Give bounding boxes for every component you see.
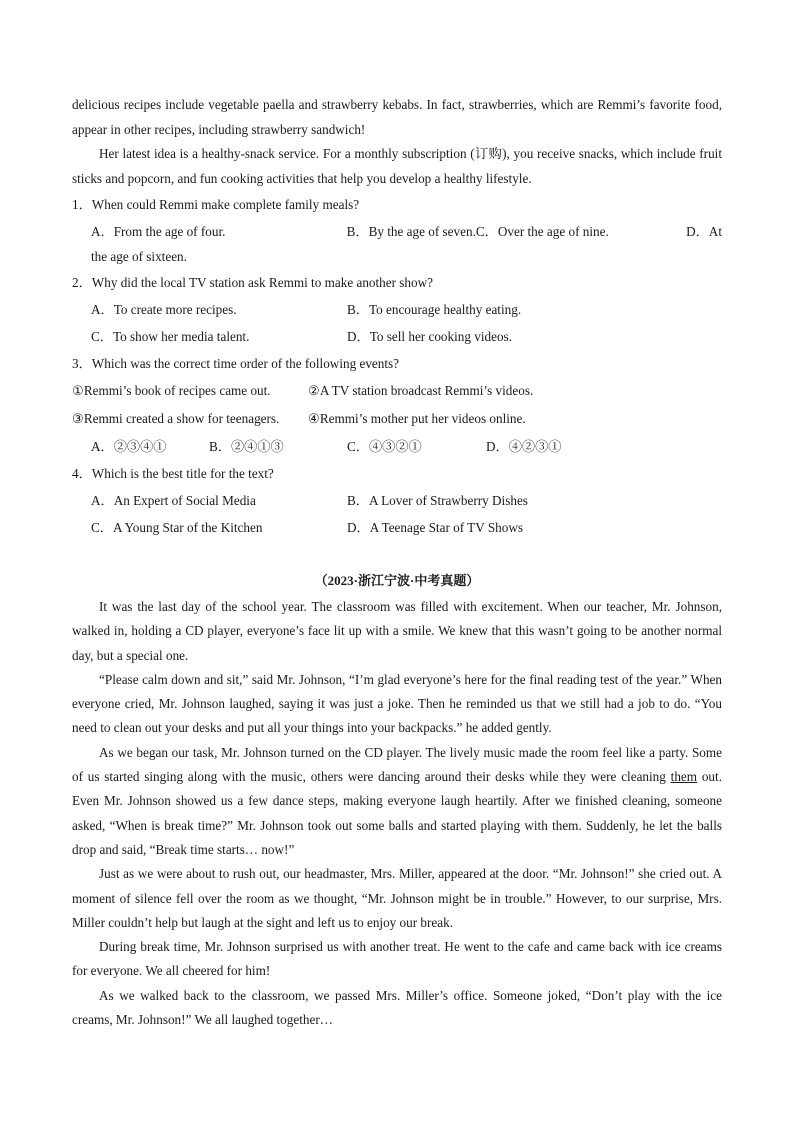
q1-option-b-c[interactable]: B．By the age of seven.C．Over the age of nine.: [346, 224, 609, 239]
question-4-options-row-2: [72, 514, 722, 541]
q1-option-d-continued: the age of sixteen.: [91, 249, 187, 264]
passage-paragraph-2: “Please calm down and sit,” said Mr. Johnson, “I’m glad everyone’s here for the final reading test of the year.” When everyone cried, Mr. Johnson laughed, saying it was just a joke. Then he reminded us that we still had a job to do. “You need to clean out your desks and put all your things into your backpacks.” he added gently.: [72, 671, 722, 736]
q2-option-d[interactable]: D．To sell her cooking videos.: [347, 329, 512, 344]
p3-text-before: As we began our task, Mr. Johnson turned on the CD player. The lively music made the room feel like a party. Some of us started singing along with the music, others were dancing around their desks while they were cleaning: [72, 744, 722, 785]
q4-option-d[interactable]: D．A Teenage Star of TV Shows: [347, 520, 523, 535]
underlined-word-them: them: [670, 769, 698, 785]
q3-event-2: ②A TV station broadcast Remmi’s videos.: [308, 383, 534, 398]
q3-event-4: ④Remmi’s mother put her videos online.: [308, 411, 526, 426]
q1-option-a[interactable]: A．From the age of four.: [91, 224, 226, 239]
passage-source-title: （2023·浙江宁波·中考真题）: [314, 573, 480, 588]
question-4: 4．Which is the best title for the text?: [72, 466, 274, 481]
q3-option-d[interactable]: D．④②③①: [486, 439, 562, 454]
passage-paragraph-6: As we walked back to the classroom, we passed Mrs. Miller’s office. Someone joked, “Don’t play with the ice creams, Mr. Johnson!” We all laughed together…: [72, 987, 722, 1028]
passage-paragraph-4: Just as we were about to rush out, our headmaster, Mrs. Miller, appeared at the door. “Mr. Johnson!” she cried out. A moment of silence fell over the room as we thought, “Mr. Johnson might be in trouble.” However, to our surprise, Mrs. Miller couldn’t help but laugh at the sight and left us to enjoy our break.: [72, 866, 722, 930]
intro-paragraph-2: Her latest idea is a healthy-snack service. For a monthly subscription (订购), you receive snacks, which include fruit sticks and popcorn, and fun cooking activities that help you develop a healthy lifestyle.: [72, 146, 722, 186]
q2-option-a[interactable]: A．To create more recipes.: [91, 302, 237, 317]
q3-option-b[interactable]: B．②④①③: [209, 439, 284, 454]
q3-event-1: ①Remmi’s book of recipes came out.: [72, 383, 271, 398]
question-2-options-row-1: [72, 296, 722, 323]
question-4-options-row-1: [72, 487, 722, 514]
q3-events-row-1: [72, 377, 722, 405]
question-1-options: [72, 218, 722, 245]
q3-option-c[interactable]: C．④③②①: [347, 439, 422, 454]
question-2-options-row-2: [72, 323, 722, 350]
document-page: [72, 93, 722, 1032]
passage-paragraph-3: [72, 741, 722, 862]
q1-option-d[interactable]: D．At: [686, 224, 722, 239]
passage-paragraph-5: During break time, Mr. Johnson surprised us with another treat. He went to the cafe and came back with ice creams for everyone. We all cheered for him!: [72, 939, 722, 979]
q4-option-c[interactable]: C．A Young Star of the Kitchen: [91, 520, 263, 535]
question-1: 1．When could Remmi make complete family meals?: [72, 197, 360, 212]
q3-option-a[interactable]: A．②③④①: [91, 439, 167, 454]
reading-passage: [72, 595, 722, 1032]
q4-option-b[interactable]: B．A Lover of Strawberry Dishes: [347, 493, 528, 508]
question-3: 3．Which was the correct time order of the following events?: [72, 356, 400, 371]
p3-text-after: out. Even Mr. Johnson showed us a few dance steps, making everyone laugh heartily. After we finished cleaning, someone asked, “When is break time?” Mr. Johnson took out some balls and started playing with them. Suddenly, he let the balls drop and said, “Break time starts… now!”: [72, 769, 722, 857]
q3-event-3: ③Remmi created a show for teenagers.: [72, 411, 280, 426]
question-2: 2．Why did the local TV station ask Remmi to make another show?: [72, 275, 434, 290]
q2-option-c[interactable]: C．To show her media talent.: [91, 329, 250, 344]
passage-paragraph-1: It was the last day of the school year. The classroom was filled with excitement. When our teacher, Mr. Johnson, walked in, holding a CD player, everyone’s face lit up with a smile. We knew that this wasn’t going to be another normal day, but a special one.: [72, 599, 722, 663]
q4-option-a[interactable]: A．An Expert of Social Media: [91, 493, 256, 508]
q2-option-b[interactable]: B．To encourage healthy eating.: [347, 302, 522, 317]
intro-paragraph-1: delicious recipes include vegetable paella and strawberry kebabs. In fact, strawberries, which are Remmi’s favorite food, appear in other recipes, including strawberry sandwich!: [72, 97, 722, 137]
q3-events-row-2: [72, 405, 722, 433]
question-3-options: [72, 433, 722, 460]
